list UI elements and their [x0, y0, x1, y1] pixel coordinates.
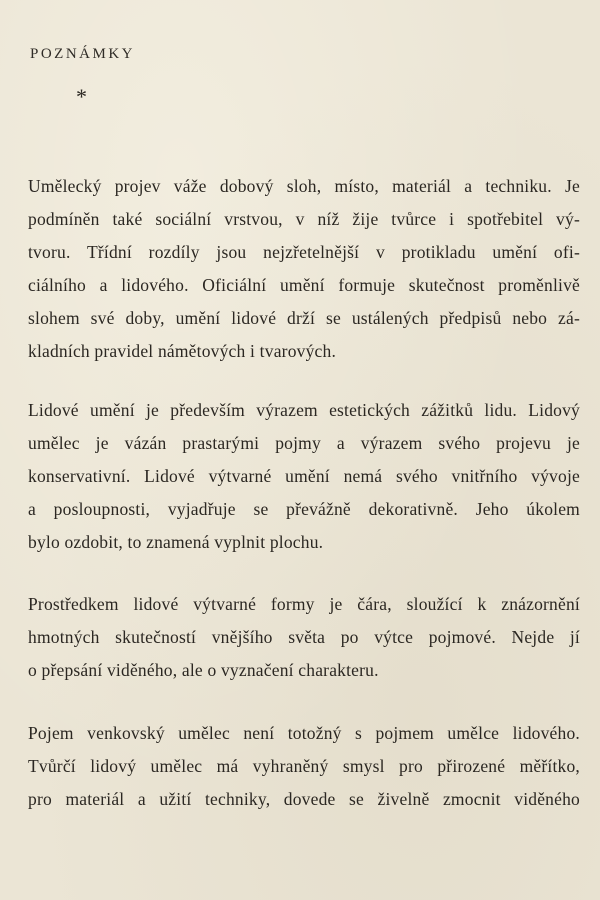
paragraph-4: [28, 717, 580, 816]
text-line: bylo ozdobit, to znamená vyplnit plochu.: [28, 532, 324, 552]
text-line: Lidové umění je především výrazem estetických zážitků lidu. Lidový: [28, 400, 580, 420]
text-line: a posloupnosti, vyjadřuje se převážně dekorativně. Jeho úkolem: [28, 499, 580, 519]
text-line: Prostředkem lidové výtvarné formy je čára, sloužící k znázornění: [28, 594, 580, 614]
paragraph-3: [28, 588, 580, 687]
text-line: pro materiál a užití techniky, dovede se živelně zmocnit viděného: [28, 789, 580, 809]
text-line: o přepsání viděného, ale o vyznačení charakteru.: [28, 660, 379, 680]
section-heading: POZNÁMKY: [30, 46, 136, 62]
text-line: Umělecký projev váže dobový sloh, místo, materiál a techniku. Je: [28, 176, 580, 196]
text-line: ciálního a lidového. Oficiální umění formuje skutečnost proměnlivě: [28, 275, 580, 295]
text-line: tvoru. Třídní rozdíly jsou nejzřetelnější v protikladu umění ofi-: [28, 242, 580, 262]
text-line: umělec je vázán prastarými pojmy a výrazem svého projevu je: [28, 433, 580, 453]
asterisk-ornament: *: [76, 84, 87, 109]
text-line: kladních pravidel námětových i tvarových.: [28, 341, 337, 361]
text-line: Tvůrčí lidový umělec má vyhraněný smysl pro přirozené měřítko,: [28, 756, 580, 776]
text-line: podmíněn také sociální vrstvou, v níž žije tvůrce i spotřebitel vý-: [28, 209, 580, 229]
text-line: Pojem venkovský umělec není totožný s pojmem umělce lidového.: [28, 723, 580, 743]
text-line: hmotných skutečností vnějšího světa po výtce pojmové. Nejde jí: [28, 627, 580, 647]
text-line: konservativní. Lidové výtvarné umění nemá svého vnitřního vývoje: [28, 466, 580, 486]
text-line: slohem své doby, umění lidové drží se ustálených předpisů nebo zá-: [28, 308, 580, 328]
paragraph-2: [28, 394, 580, 559]
paragraph-1: [28, 170, 580, 368]
